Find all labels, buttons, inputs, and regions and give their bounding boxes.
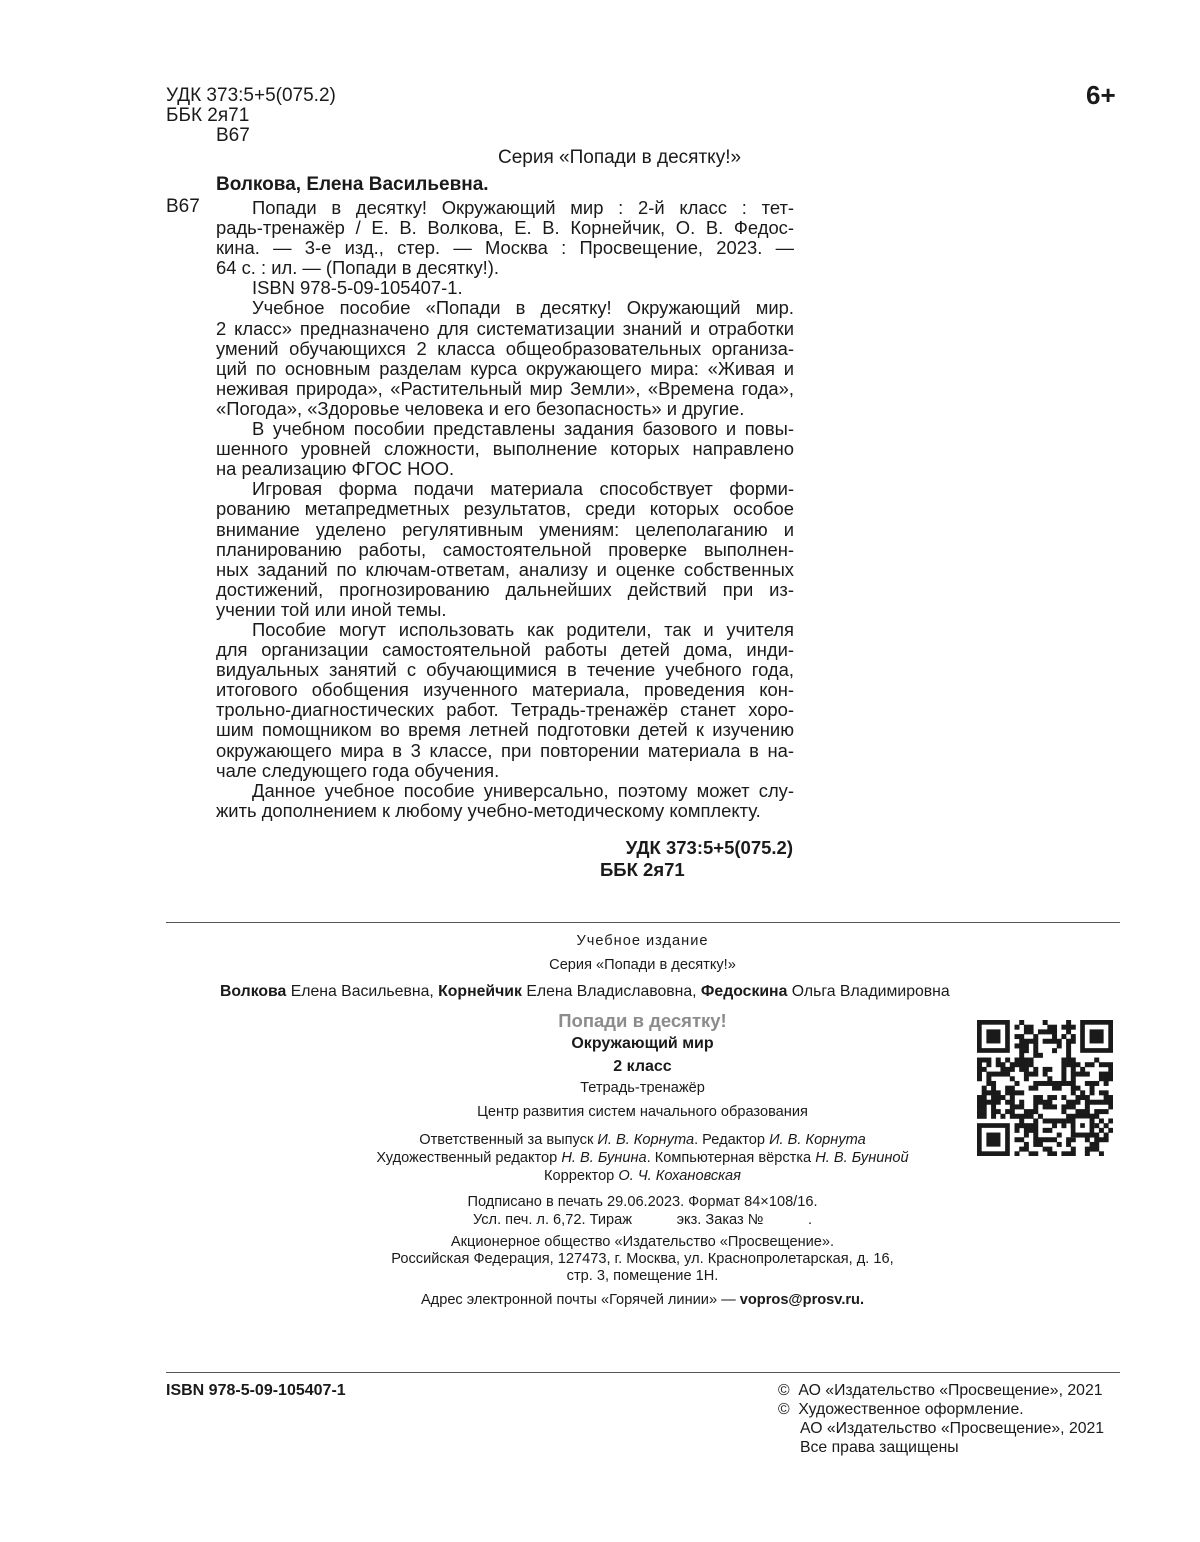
staff-line-3 [0,1167,1200,1185]
udk-header: УДК 373:5+5(075.2) [166,85,336,106]
record-line: трольно-диагностических работ. Тетрадь-тренажёр станет хоро- [216,699,794,721]
record-line: рованию метапредметных результатов, среди которых особое [216,498,794,520]
hotline-email-line [0,1291,1200,1309]
staff-name: И. В. Корнута [769,1132,866,1148]
staff-name: И. В. Корнута [597,1132,695,1148]
record-line: шим помощником во время летней подготовки детей к изучению [216,719,794,741]
author-name: Ольга Владимировна [791,983,950,1000]
record-line: достижений, прогнозированию дальнейших действий при из- [216,578,794,600]
copyright-line-2: © Художественное оформление. [778,1401,1024,1418]
author-name: Елена Васильевна, [290,983,434,1000]
email-label: Адрес электронной почты «Горячей линии» — [420,1292,740,1308]
udk-bold: УДК 373:5+5(075.2) [625,837,793,858]
record-line: Пособие могут использовать как родители, так и учителя [252,618,794,640]
imprint-series: Серия «Попади в десятку!» [549,957,736,973]
record-line: кина. — 3-е изд., стер. — Москва : Просвещение, 2023. — [216,237,794,259]
bbk-header: ББК 2я71 [166,105,250,126]
divider-bottom [166,1372,1120,1373]
record-line: окружающего мира в 3 классе, при повторении материала в на- [216,739,794,761]
record-line: видуальных занятий с обучающимися в течение учебного года, [216,659,794,681]
staff-label: Корректор [544,1168,615,1184]
author-code-header: В67 [216,125,250,146]
record-line: В учебном пособии представлены задания базового и повы- [252,418,794,440]
staff-name: О. Ч. Кохановская [618,1168,741,1184]
author-surname: Федоскина [700,983,788,1000]
publisher-address-2: стр. 3, помещение 1Н. [566,1268,719,1284]
copyright-line-1: © АО «Издательство «Просвещение», 2021 [778,1382,1103,1399]
copyright-line-3: АО «Издательство «Просвещение», 2021 [800,1420,1105,1437]
record-line: жить дополнением к любому учебно-методическому комплекту. [216,799,761,821]
bbk-bold: ББК 2я71 [600,859,685,880]
record-line: для организации самостоятельной работы детей дома, инди- [216,639,794,661]
imprint-authors [220,982,950,1002]
qr-code[interactable] [977,1020,1113,1156]
record-line: умений обучающихся 2 класса общеобразовательных организа- [216,337,794,359]
record-line: чале следующего года обучения. [216,759,500,781]
annotation-text [216,198,794,821]
author-surname: Корнейчик [438,983,522,1000]
edition-type: Учебное издание [576,933,709,949]
author-heading: Волкова, Елена Васильевна. [216,174,489,195]
copyright-line-4: Все права защищены [800,1439,959,1456]
record-line: радь-тренажёр / Е. В. Волкова, Е. В. Корнейчик, О. В. Федос- [216,217,794,239]
record-line: итогового обобщения изученного материала, проведения кон- [216,679,794,701]
book-subject: Окружающий мир [571,1035,714,1052]
record-line: неживая природа», «Растительный мир Земли», «Времена года», [216,377,794,399]
print-info-2: Усл. печ. л. 6,72. Тираж экз. Заказ № . [472,1212,813,1228]
record-line: внимание уделено регулятивным умениям: целеполаганию и [216,518,794,540]
record-line: Игровая форма подачи материала способствует форми- [252,478,794,500]
qr-code-graphic [977,1020,1113,1156]
book-kind: Тетрадь-тренажёр [580,1080,705,1096]
footer-isbn: ISBN 978-5-09-105407-1 [166,1382,346,1399]
publisher-name: Акционерное общество «Издательство «Просвещение». [450,1234,835,1250]
book-title: Попади в десятку! [558,1010,727,1031]
book-grade: 2 класс [613,1058,672,1075]
record-line: на реализацию ФГОС НОО. [216,458,455,480]
staff-name: Н. В. Бунина [561,1150,647,1166]
record-line: 64 с. : ил. — (Попади в десятку!). [216,257,499,279]
staff-label: . Редактор [694,1132,766,1148]
staff-label: Ответственный за выпуск [419,1132,594,1148]
staff-label: Художественный редактор [376,1150,558,1166]
staff-label: . Компьютерная вёрстка [646,1150,812,1166]
record-line: ций по основным разделам курса окружающего мира: «Живая и [216,357,794,379]
record-line: «Погода», «Здоровье человека и его безопасность» и другие. [216,397,745,419]
email-address[interactable]: vopros@prosv.ru. [739,1292,865,1308]
isbn-line: ISBN 978-5-09-105407-1. [252,277,463,299]
staff-name: Н. В. Буниной [815,1150,909,1166]
divider-top [166,922,1120,923]
author-name: Елена Владиславовна, [526,983,697,1000]
print-info-1: Подписано в печать 29.06.2023. Формат 84×108/16. [467,1194,818,1210]
record-line: ных заданий по ключам-ответам, анализу и оценке собственных [216,558,794,580]
publishing-center: Центр развития систем начального образования [477,1104,808,1120]
record-line: шенного уровней сложности, выполнение которых направлено [216,438,794,460]
author-code: В67 [166,196,200,217]
record-line: 2 класс» предназначено для систематизации знаний и отработки [216,317,794,339]
record-line: планированию работы, самостоятельной проверке выполнен- [216,538,794,560]
record-line: Учебное пособие «Попади в десятку! Окружающий мир. [252,297,794,319]
series-line: Серия «Попади в десятку!» [498,147,742,168]
age-rating-badge: 6+ [1086,80,1116,110]
record-line: Попади в десятку! Окружающий мир : 2-й класс : тет- [252,197,794,218]
record-line: Данное учебное пособие универсально, поэтому может слу- [252,779,794,801]
author-surname: Волкова [220,983,287,1000]
record-line: учении той или иной темы. [216,598,447,620]
publisher-address-1: Российская Федерация, 127473, г. Москва, ул. Краснопролетарская, д. 16, [391,1251,894,1267]
